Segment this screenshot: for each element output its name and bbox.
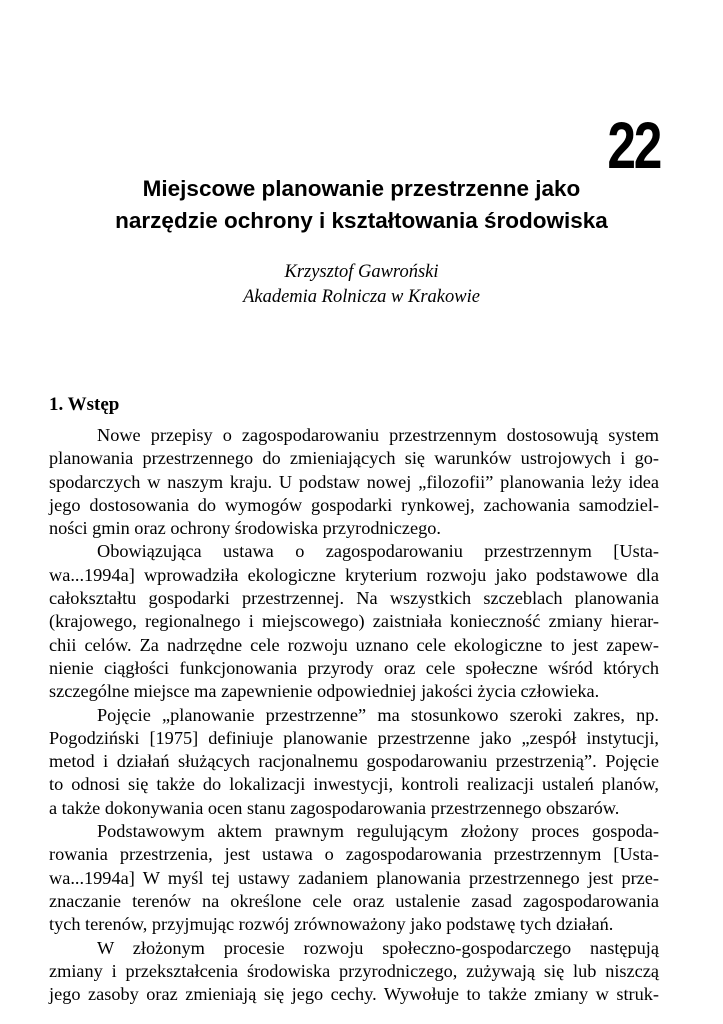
text-line: metod i działań służących racjonalnemu gospodarowaniu przestrzenią”. Pojęcie (49, 751, 659, 772)
text-line: ności gmin oraz ochrony środowiska przyrodniczego. (49, 518, 441, 539)
text-line: Podstawowym aktem prawnym regulującym złożony proces gospoda- (97, 821, 659, 842)
text-line: wa...1994a] wprowadziła ekologiczne kryterium rozwoju jako podstawowe dla (49, 564, 659, 585)
text-line: jego dostosowania do wymogów gospodarki rynkowej, zachowania samodziel- (49, 494, 659, 515)
text-line: całokształtu gospodarki przestrzennej. Na wszystkich szczeblach planowania (49, 588, 659, 609)
text-line: tych terenów, przyjmując rozwój zrównoważony jako podstawę tych działań. (49, 914, 614, 935)
text-line: rowania przestrzenia, jest ustawa o zagospodarowania przestrzennym [Usta- (49, 844, 659, 865)
chapter-title (40, 173, 683, 237)
text-line: (krajowego, regionalnego i miejscowego) zaistniała konieczność zmiany hierar- (49, 611, 659, 632)
chapter-title-line: narzędzie ochrony i kształtowania środowiska (115, 208, 608, 233)
text-line: chii celów. Za nadrzędne cele rozwoju uznano cele ekologiczne to jest zapew- (49, 634, 659, 655)
text-line: szczególne miejsce ma zapewnienie odpowiedniej jakości życia człowieka. (49, 681, 600, 702)
text-line: to odnosi się także do lokalizacji inwestycji, kontroli realizacji ustaleń planów, (49, 774, 659, 795)
chapter-title-line: Miejscowe planowanie przestrzenne jako (142, 176, 581, 201)
paragraph (49, 937, 659, 1007)
paragraph (49, 424, 659, 540)
text-line: znaczanie terenów na określone cele oraz ustalenie zasad zagospodarowania (49, 890, 659, 911)
paragraph (49, 820, 659, 936)
paragraph (49, 704, 659, 820)
text-line: Nowe przepisy o zagospodarowaniu przestrzennym dostosowują system (97, 425, 659, 445)
text-line: nienie ciągłości funkcjonowania przyrody oraz cele społeczne wśród których (49, 657, 659, 678)
paragraph (49, 540, 659, 703)
text-line: wa...1994a] W myśl tej ustawy zadaniem planowania przestrzennego jest prze- (49, 867, 659, 888)
author-name: Krzysztof Gawroński (284, 262, 439, 282)
text-line: Pogodziński [1975] definiuje planowanie przestrzenne jako „zespół instytucji, (49, 727, 659, 748)
text-line: jego zasoby oraz zmieniają się jego cechy. Wywołuje to także zmiany w struk- (49, 984, 659, 1005)
text-line: a także dokonywania ocen stanu zagospodarowania przestrzennego obszarów. (49, 797, 620, 818)
author-affiliation: Akademia Rolnicza w Krakowie (243, 287, 480, 307)
text-line: planowania przestrzennego do zmieniających się warunków ustrojowych i go- (49, 448, 659, 469)
section-heading: 1. Wstęp (49, 394, 120, 415)
text-line: zmiany i przekształcenia środowiska przyrodniczego, zużywają się lub niszczą (49, 960, 659, 981)
text-line: Obowiązująca ustawa o zagospodarowaniu przestrzennym [Usta- (97, 541, 659, 562)
text-line: W złożonym procesie rozwoju społeczno-gospodarczego następują (97, 937, 659, 958)
chapter-number: 22 (607, 108, 660, 182)
author-block (40, 260, 683, 310)
text-line: Pojęcie „planowanie przestrzenne” ma stosunkowo szeroki zakres, np. (97, 704, 659, 725)
body-text (49, 424, 659, 1006)
text-line: spodarczych w naszym kraju. U podstaw nowej „filozofii” planowania leży idea (49, 471, 659, 492)
